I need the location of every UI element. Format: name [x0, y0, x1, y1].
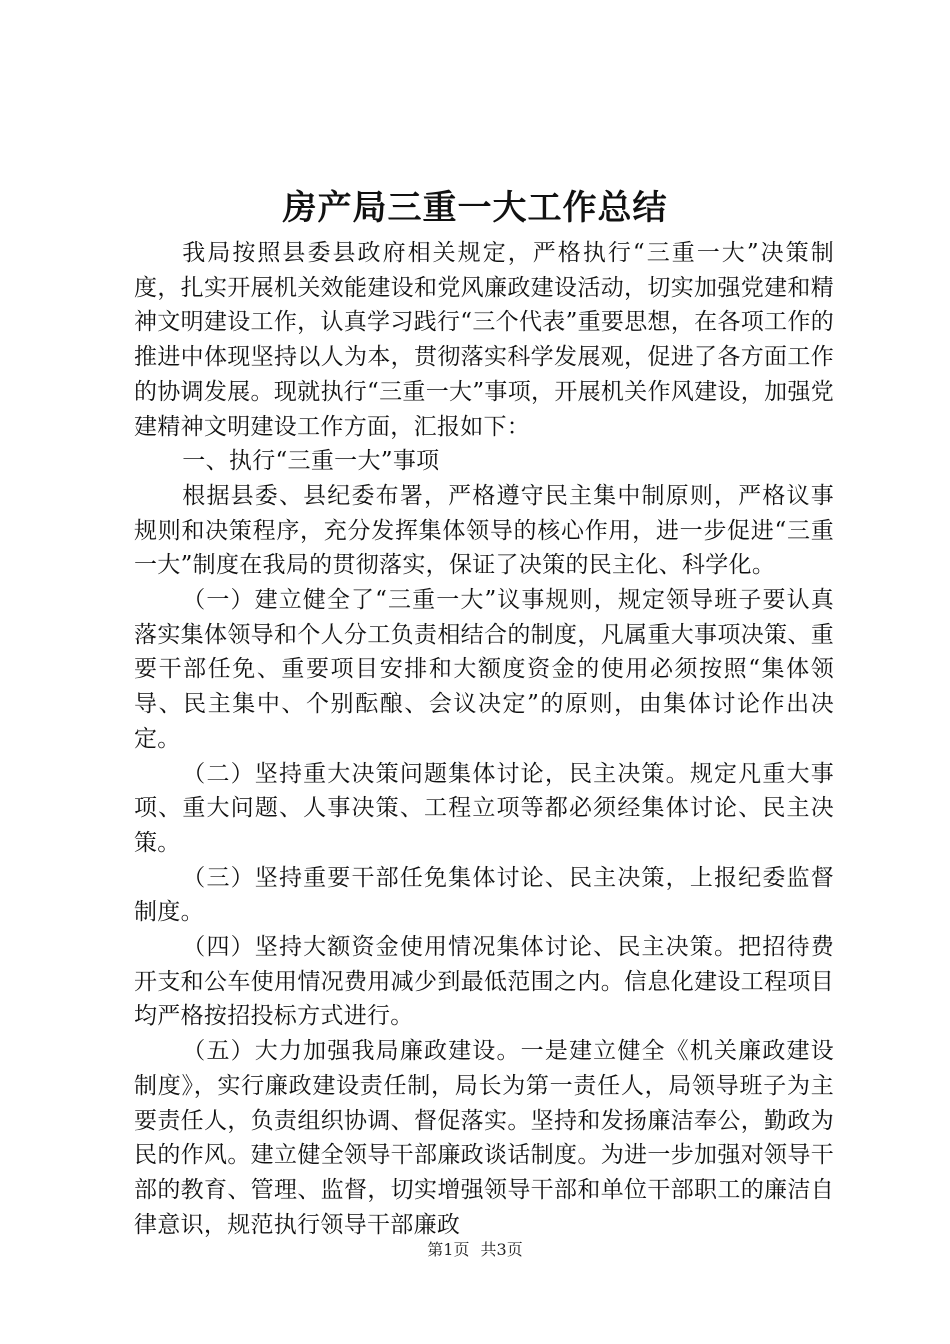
item-3-paragraph: （三）坚持重要干部任免集体讨论、民主决策，上报纪委监督制度。 — [134, 864, 834, 926]
intro-paragraph: 我局按照县委县政府相关规定，严格执行“三重一大”决策制度，扎实开展机关效能建设和党风廉政建设活动，切实加强党建和精神文明建设工作，认真学习践行“三个代表”重要思想，在各项工作的推进中体现坚持以人为本，贯彻落实科学发展观，促进了各方面工作的协调发展。现就执行“三重一大”事项，开展机关作风建设，加强党建精神文明建设工作方面，汇报如下： — [134, 240, 834, 440]
item-2-paragraph: （二）坚持重大决策问题集体讨论，民主决策。规定凡重大事项、重大问题、人事决策、工程立项等都必须经集体讨论、民主决策。 — [134, 760, 834, 856]
item-4-paragraph: （四）坚持大额资金使用情况集体讨论、民主决策。把招待费开支和公车使用情况费用减少到最低范围之内。信息化建设工程项目均严格按招投标方式进行。 — [134, 934, 834, 1030]
item-5-paragraph: （五）大力加强我局廉政建设。一是建立健全《机关廉政建设制度》，实行廉政建设责任制，局长为第一责任人，局领导班子为主要责任人，负责组织协调、督促落实。坚持和发扬廉洁奉公，勤政为民的作风。建立健全领导干部廉政谈话制度。为进一步加强对领导干部的教育、管理、监督，切实增强领导干部和单位干部职工的廉洁自律意识，规范执行领导干部廉政 — [134, 1038, 834, 1238]
page-footer — [0, 1240, 950, 1260]
document-title: 房产局三重一大工作总结 — [282, 188, 668, 228]
item-1-paragraph: （一）建立健全了“三重一大”议事规则，规定领导班子要认真落实集体领导和个人分工负责相结合的制度，凡属重大事项决策、重要干部任免、重要项目安排和大额度资金的使用必须按照“集体领导、民主集中、个别酝酿、会议决定”的原则，由集体讨论作出决定。 — [134, 587, 834, 752]
page-number: 第1页 — [427, 1240, 470, 1259]
section-heading-1: 一、执行“三重一大”事项 — [182, 448, 440, 475]
page-total: 共3页 — [480, 1240, 523, 1259]
section-1-paragraph: 根据县委、县纪委布署，严格遵守民主集中制原则，严格议事规则和决策程序，充分发挥集体领导的核心作用，进一步促进“三重一大”制度在我局的贯彻落实，保证了决策的民主化、科学化。 — [134, 482, 834, 579]
document-body — [134, 236, 834, 1242]
